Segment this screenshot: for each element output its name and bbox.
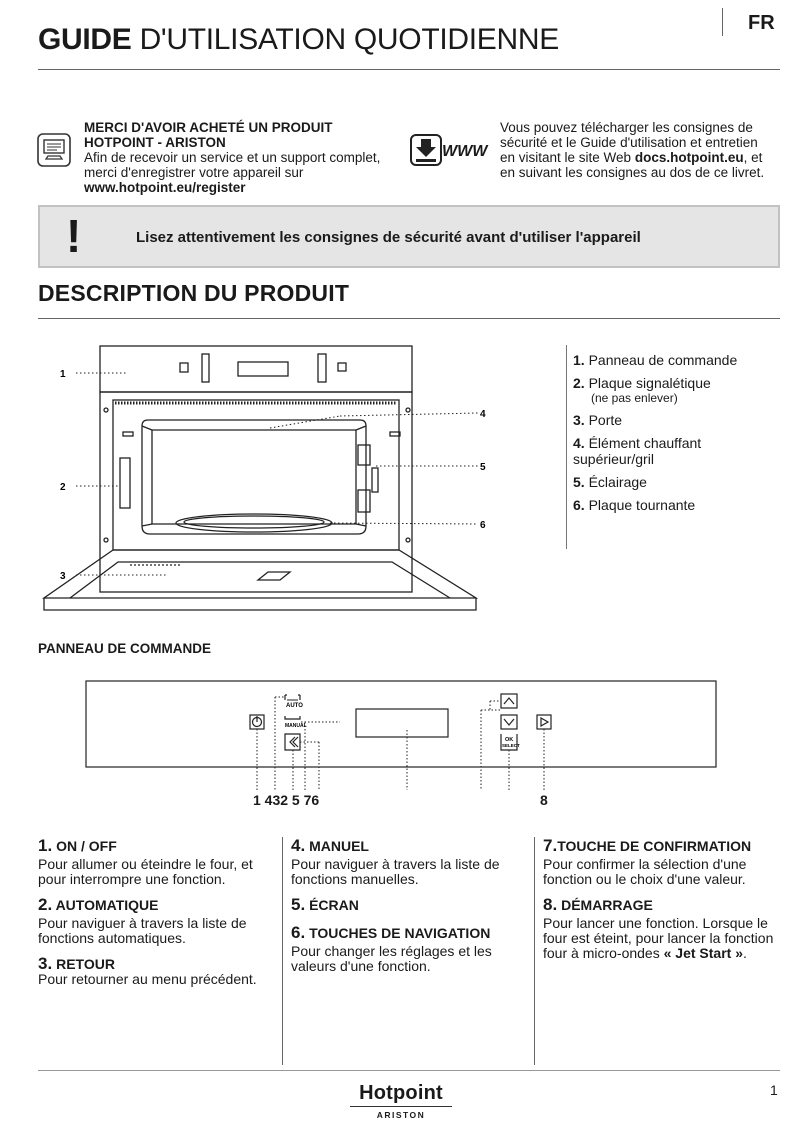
safety-warning-text: Lisez attentivement les consignes de sécurité avant d'utiliser l'appareil [136,229,641,246]
legend-num: 5. [573,474,585,490]
title-bold: GUIDE [38,23,132,56]
panel-callout-numbers: 1 432 5 76 [253,792,320,808]
section-title-description: DESCRIPTION DU PRODUIT [38,280,350,306]
diagram-num-3: 3 [60,571,66,582]
functions-column-1 [38,838,278,997]
legend-num: 6. [573,497,585,513]
footer-rule [38,1070,780,1071]
diagram-num-2: 2 [60,482,66,493]
function-title: ÉCRAN [309,897,359,913]
download-pre: Vous pouvez télécharger les consignes de sécurité et le Guide d'utilisation et entretien en visitant le site Web [500,120,758,165]
legend-num: 4. [573,435,585,451]
legend-item [573,435,773,467]
legend-label: Éclairage [588,474,647,490]
jet-start-label: « Jet Start » [663,945,743,961]
exclamation-icon: ! [66,210,82,262]
function-title: TOUCHE DE CONFIRMATION [557,838,752,854]
function-navigation [291,925,531,974]
column-divider [534,837,535,1065]
select-button-label: SELECT [502,743,520,748]
functions-column-2 [291,838,531,984]
function-num: 2. [38,895,53,914]
legend-label: Plaque signalétique [588,375,711,391]
function-num: 1. [38,836,53,855]
registration-note [84,120,404,195]
function-num: 4. [291,836,306,855]
thanks-heading-2: HOTPOINT - ARISTON [84,135,226,150]
computer-icon [37,133,71,167]
language-code: FR [748,12,775,34]
legend-item [573,352,773,368]
function-text-pre: Pour lancer une fonction. Lorsque le four est éteint, pour lancer la fonction four à micro-ondes [543,915,774,961]
function-text: Pour retourner au menu précédent. [38,971,257,987]
function-num: 3. [38,954,53,973]
function-ecran [291,897,531,913]
legend-label: Porte [588,412,623,428]
function-text: Pour confirmer la sélection d'une fonction ou le choix d'une valeur. [543,856,747,887]
page-title [38,22,559,58]
function-text: Pour changer les réglages et les valeurs d'une fonction. [291,943,492,974]
legend-label: Élément chauffant supérieur/gril [573,435,702,467]
function-num: 5. [291,895,306,914]
function-title: DÉMARRAGE [561,897,653,913]
manual-button-label: MANUAL [285,723,307,729]
thanks-heading-1: MERCI D'AVOIR ACHETÉ UN PRODUIT [84,120,333,135]
title-rest: D'UTILISATION QUOTIDIENNE [139,23,559,56]
function-title: ON / OFF [56,838,117,854]
header-rule [38,69,780,70]
diagram-num-1: 1 [60,369,66,380]
control-panel-heading: PANNEAU DE COMMANDE [38,641,212,656]
function-title: TOUCHES DE NAVIGATION [309,925,491,941]
function-text: Pour allumer ou éteindre le four, et pour interrompre une fonction. [38,856,253,887]
register-link[interactable]: www.hotpoint.eu/register [84,180,246,195]
legend-num: 3. [573,412,585,428]
function-on-off [38,838,278,887]
diagram-num-5: 5 [480,462,486,473]
oven-diagram [40,340,540,618]
legend-note: (ne pas enlever) [591,391,678,405]
legend-item [573,474,773,490]
docs-link[interactable]: docs.hotpoint.eu [634,150,744,165]
function-retour [38,956,278,987]
legend-label: Panneau de commande [588,352,738,368]
download-icon [410,134,442,166]
legend-label: Plaque tournante [588,497,696,513]
section-rule [38,318,780,319]
ok-button-label: OK [505,737,514,743]
thanks-body: Afin de recevoir un service et un support complet, merci d'enregistrer votre appareil sur [84,150,381,180]
function-title: MANUEL [309,838,369,854]
function-text-post: . [742,945,747,961]
legend-item [573,412,773,428]
control-panel-diagram [85,680,720,800]
download-post: , et en suivant les consignes au dos de ce livret. [500,150,765,180]
function-num: 6. [291,923,306,942]
functions-column-3 [543,838,783,971]
function-demarrage [543,897,783,961]
diagram-num-6: 6 [480,520,486,531]
function-text [543,916,783,961]
download-note [500,120,770,180]
brand-underline [350,1106,452,1107]
brand-sub: ARISTON [376,1110,426,1120]
legend-item [573,375,773,405]
function-confirmation [543,838,783,887]
panel-callout-start: 8 [540,792,548,808]
function-text: Pour naviguer à travers la liste de fonctions automatiques. [38,915,247,946]
page-number: 1 [770,1082,778,1098]
legend-divider [566,345,567,549]
function-automatique [38,897,278,946]
function-title: RETOUR [56,956,115,972]
brand-logo [350,1082,452,1120]
brand-name: Hotpoint [359,1082,443,1104]
function-title: AUTOMATIQUE [55,897,159,913]
column-divider [282,837,283,1065]
lang-divider [722,8,723,36]
auto-button-label: AUTO [286,703,303,709]
www-label: WWW [442,143,488,160]
product-legend [573,352,773,520]
legend-num: 2. [573,375,585,391]
diagram-num-4: 4 [480,409,486,420]
legend-num: 1. [573,352,585,368]
legend-item [573,497,773,513]
function-num: 7. [543,836,558,855]
function-text: Pour naviguer à travers la liste de fonctions manuelles. [291,856,500,887]
function-num: 8. [543,895,558,914]
function-manuel [291,838,531,887]
